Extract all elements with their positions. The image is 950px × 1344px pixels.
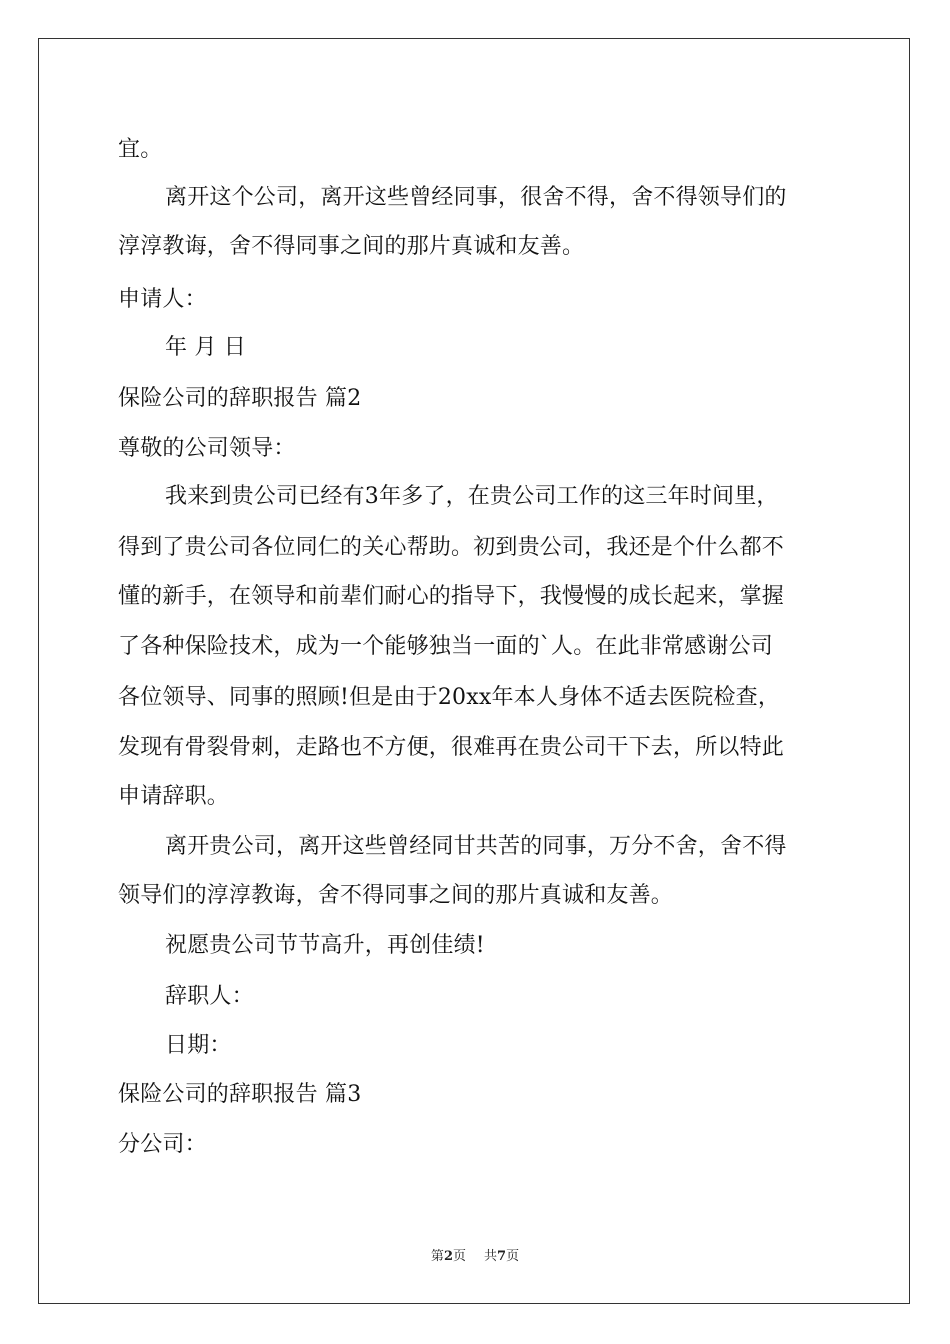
footer-total-prefix: 共 xyxy=(484,1249,498,1264)
text-line: 我来到贵公司已经有3年多了，在贵公司工作的这三年时间里， xyxy=(165,484,779,509)
footer-total-suffix: 页 xyxy=(506,1249,520,1264)
text-line: 发现有骨裂骨刺，走路也不方便，很难再在贵公司干下去，所以特此 xyxy=(118,735,785,760)
text-line: 领导们的淳淳教诲，舍不得同事之间的那片真诚和友善。 xyxy=(118,883,674,908)
section-heading: 保险公司的辞职报告 篇2 xyxy=(118,386,362,411)
text-line: 离开这个公司，离开这些曾经同事，很舍不得，舍不得领导们的 xyxy=(165,185,787,210)
footer-page-total: 7 xyxy=(497,1249,507,1264)
text-line: 申请辞职。 xyxy=(118,784,230,809)
footer-page-suffix: 页 xyxy=(452,1249,466,1264)
salutation: 分公司： xyxy=(118,1132,207,1157)
salutation: 尊敬的公司领导： xyxy=(118,436,296,461)
text-line: 淳淳教诲，舍不得同事之间的那片真诚和友善。 xyxy=(118,234,585,259)
text-line: 各位领导、同事的照顾!但是由于20xx年本人身体不适去医院检查， xyxy=(118,685,781,710)
text-line: 祝愿贵公司节节高升，再创佳绩! xyxy=(165,933,485,958)
resigner-label: 辞职人： xyxy=(165,984,254,1009)
footer-page-current: 2 xyxy=(443,1249,453,1264)
text-line: 了各种保险技术，成为一个能够独当一面的`人。在此非常感谢公司 xyxy=(118,634,774,659)
applicant-label: 申请人： xyxy=(118,287,207,312)
footer-page-prefix: 第 xyxy=(430,1249,444,1264)
date-line: 年 月 日 xyxy=(165,335,246,360)
text-line: 懂的新手，在领导和前辈们耐心的指导下，我慢慢的成长起来，掌握 xyxy=(118,584,785,609)
page-footer xyxy=(0,1249,950,1265)
text-line: 离开贵公司，离开这些曾经同甘共苦的同事，万分不舍，舍不得 xyxy=(165,834,787,859)
text-line: 得到了贵公司各位同仁的关心帮助。初到贵公司，我还是个什么都不 xyxy=(118,535,785,560)
page-border xyxy=(38,38,910,1304)
text-line: 宜。 xyxy=(118,137,163,162)
date-label: 日期： xyxy=(165,1033,232,1058)
section-heading: 保险公司的辞职报告 篇3 xyxy=(118,1082,362,1107)
